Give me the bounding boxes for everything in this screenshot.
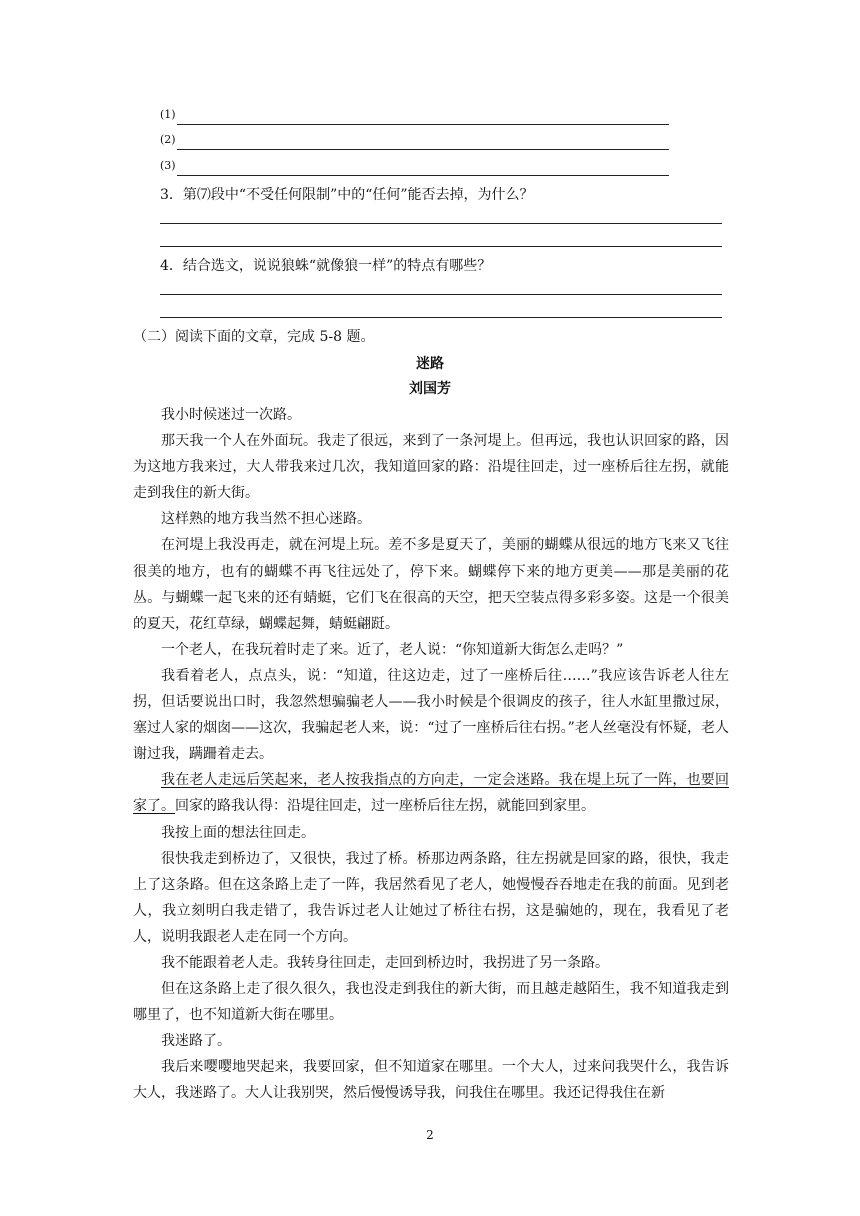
answer-rule (177, 175, 669, 176)
paragraph: 我不能跟着老人走。我转身往回走，走回到桥边时，我拐进了另一条路。 (161, 954, 609, 971)
page-number: 2 (426, 1128, 434, 1142)
answer-rule-q4-1 (160, 294, 722, 295)
paragraph: 我看着老人，点点头，说：“知道，往这边走，过了一座桥后往……”我应该告诉老人往左拐，但话要说出口时，我忽然想骗骗老人——我小时候是个很调皮的孩子，往人水缸里撒过尿，塞过人家的烟囱——这次，我骗起老人来，说：“过了一座桥后往右拐。”老人丝毫没有怀疑，老人谢过我，蹒跚着走去。 (133, 667, 729, 763)
paragraph-underlined (133, 767, 729, 819)
answer-rule-q3-1 (160, 223, 722, 224)
paragraph: 很快我走到桥边了，又很快，我过了桥。桥那边两条路，往左拐就是回家的路，很快，我走上了这条路。但在这条路上走了一阵，我居然看见了老人，她慢慢吞吞地走在我的前面。见到老人，我立刻明白我走错了，我告诉过老人让她过了桥往右拐，这是骗她的，现在，我看见了老人，说明我跟老人走在同一个方向。 (133, 850, 729, 945)
answer-label: (1) (160, 108, 176, 121)
question-3: 3．第⑺段中“不受任何限制”中的“任何”能否去掉，为什么？ (160, 187, 534, 203)
article-author: 刘国芳 (409, 381, 451, 397)
paragraph: 一个老人，在我玩着时走了来。近了，老人说：“你知道新大街怎么走吗？” (161, 641, 624, 658)
article-title: 迷路 (416, 356, 444, 372)
paragraph: 我迷路了。 (161, 1033, 231, 1050)
article-body (133, 402, 729, 1107)
question-4: 4．结合选文，说说狼蛛“就像狼一样”的特点有哪些？ (160, 258, 492, 274)
section-heading: （二）阅读下面的文章，完成 5-8 题。 (133, 329, 375, 345)
paragraph: 我按上面的想法往回走。 (161, 824, 315, 841)
answer-label: (3) (160, 159, 176, 172)
answer-label: (2) (160, 133, 176, 146)
answer-rule-q4-2 (160, 317, 722, 318)
paragraph: 我后来嘤嘤地哭起来，我要回家，但不知道家在哪里。一个大人，过来问我哭什么，我告诉大人，我迷路了。大人让我别哭，然后慢慢诱导我，问我住在哪里。我还记得我住在新 (133, 1059, 729, 1102)
paragraph: 这样熟的地方我当然不担心迷路。 (161, 511, 371, 528)
paragraph: 我小时候迷过一次路。 (161, 407, 301, 423)
paragraph: 那天我一个人在外面玩。我走了很远，来到了一条河堤上。但再远，我也认识回家的路，因为这地方我来过，大人带我来过几次，我知道回家的路：沿堤往回走，过一座桥后往左拐，就能走到我住的新大街。 (133, 433, 729, 502)
answer-rule (177, 124, 669, 125)
underlined-sentence: 我在老人走远后笑起来，老人按我指点的方向走，一定会迷路。我在堤上玩了一阵，也要回家了。 (133, 772, 729, 815)
sentence: 回家的路我认得：沿堤往回走，过一座桥后往左拐，就能回到家里。 (175, 798, 595, 815)
answer-rule-q3-2 (160, 246, 722, 247)
paragraph: 在河堤上我没再走，就在河堤上玩。差不多是夏天了，美丽的蝴蝶从很远的地方飞来又飞往很美的地方，也有的蝴蝶不再飞往远处了，停下来。蝴蝶停下来的地方更美——那是美丽的花丛。与蝴蝶一起飞来的还有蜻蜓，它们飞在很高的天空，把天空装点得多彩多姿。这是一个很美的夏天，花红草绿，蝴蝶起舞，蜻蜓翩跹。 (133, 537, 729, 632)
answer-rule (177, 149, 669, 150)
paragraph: 但在这条路上走了很久很久，我也没走到我住的新大街，而且越走越陌生，我不知道我走到哪里了，也不知道新大街在哪里。 (133, 981, 729, 1024)
